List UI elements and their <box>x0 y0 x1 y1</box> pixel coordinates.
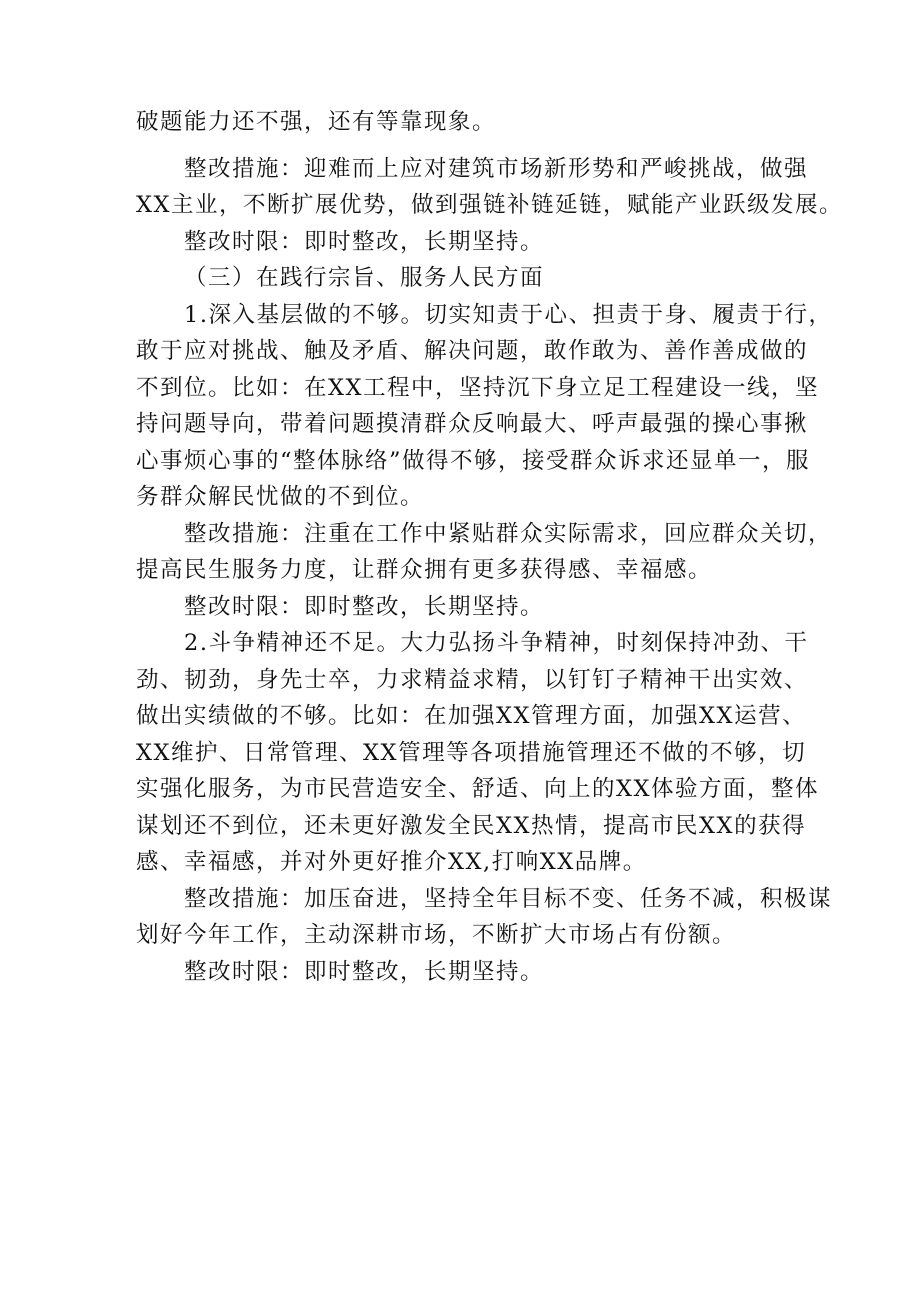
paragraph-line <box>136 552 796 589</box>
document-body <box>136 104 844 990</box>
paragraph-gap <box>136 141 796 151</box>
paragraph-line <box>136 224 796 261</box>
section-heading <box>136 260 796 297</box>
text-line: 感、幸福感，并对外更好推介XX,打响XX品牌。 <box>136 849 647 875</box>
paragraph-line <box>136 917 796 954</box>
text-line: 实强化服务，为市民营造安全、舒适、向上的XX体验方面，整体 <box>136 776 820 802</box>
paragraph-line <box>136 333 809 370</box>
text-line: 劲、韧劲，身先士卒，力求精益求精，以钉钉子精神干出实效、 <box>136 666 809 693</box>
text-line: 做出实绩做的不够。比如：在加强XX管理方面，加强XX运营、 <box>136 703 807 729</box>
text-line: 心事烦心事的“整体脉络”做得不够，接受群众诉求还显单一，服 <box>136 447 811 474</box>
paragraph-line <box>136 698 807 735</box>
text-line: 整改措施：注重在工作中紧贴群众实际需求，回应群众关切， <box>184 520 833 547</box>
text-line: XX主业，不断扩展优势，做到强链补链延链，赋能产业跃级发展。 <box>136 192 844 218</box>
paragraph-line <box>136 735 807 772</box>
paragraph-line <box>136 844 796 881</box>
paragraph-line <box>136 662 809 699</box>
text-line: 不到位。比如：在XX工程中，坚持沉下身立足工程建设一线，坚 <box>136 374 820 401</box>
text-line: 2.斗争精神还不足。大力弘扬斗争精神，时刻保持冲劲、干 <box>184 630 809 656</box>
text-line: 整改时限：即时整改，长期坚持。 <box>184 958 545 985</box>
paragraph-line <box>136 187 844 224</box>
text-line: 划好今年工作，主动深耕市场，不断扩大市场占有份额。 <box>136 922 737 948</box>
text-line: XX维护、日常管理、XX管理等各项措施管理还不做的不够，切 <box>136 739 807 766</box>
paragraph-line <box>136 406 809 443</box>
text-line: 务群众解民忧做的不到位。 <box>136 484 425 510</box>
paragraph-line <box>136 589 796 626</box>
paragraph-line <box>136 297 833 334</box>
text-line: 整改时限：即时整改，长期坚持。 <box>184 593 545 620</box>
text-line: （三）在践行宗旨、服务人民方面 <box>184 265 545 291</box>
text-line: 整改时限：即时整改，长期坚持。 <box>184 228 545 255</box>
text-line: 整改措施：迎难而上应对建筑市场新形势和严峻挑战，做强 <box>184 155 809 182</box>
text-line: 谋划还不到位，还未更好激发全民XX热情，提高市民XX的获得 <box>136 812 807 839</box>
paragraph-line <box>136 625 809 662</box>
paragraph-line <box>136 151 809 188</box>
text-line: 敢于应对挑战、触及矛盾、解决问题，敢作敢为、善作善成做的 <box>136 338 809 364</box>
paragraph-line <box>136 479 796 516</box>
paragraph-line <box>136 516 833 553</box>
text-line: 1.深入基层做的不够。切实知责于心、担责于身、履责于行， <box>184 301 833 328</box>
paragraph-line <box>136 954 796 991</box>
paragraph-line <box>136 370 820 407</box>
paragraph-line <box>136 881 833 918</box>
paragraph-line <box>136 771 820 808</box>
text-line: 破题能力还不强，还有等靠现象。 <box>136 109 497 135</box>
text-line: 提高民生服务力度，让群众拥有更多获得感、幸福感。 <box>136 557 713 583</box>
text-line: 持问题导向，带着问题摸清群众反响最大、呼声最强的操心事揪 <box>136 411 809 437</box>
paragraph-line <box>136 104 796 141</box>
paragraph-line <box>136 443 811 480</box>
text-line: 整改措施：加压奋进，坚持全年目标不变、任务不减，积极谋 <box>184 885 833 912</box>
paragraph-line <box>136 808 807 845</box>
